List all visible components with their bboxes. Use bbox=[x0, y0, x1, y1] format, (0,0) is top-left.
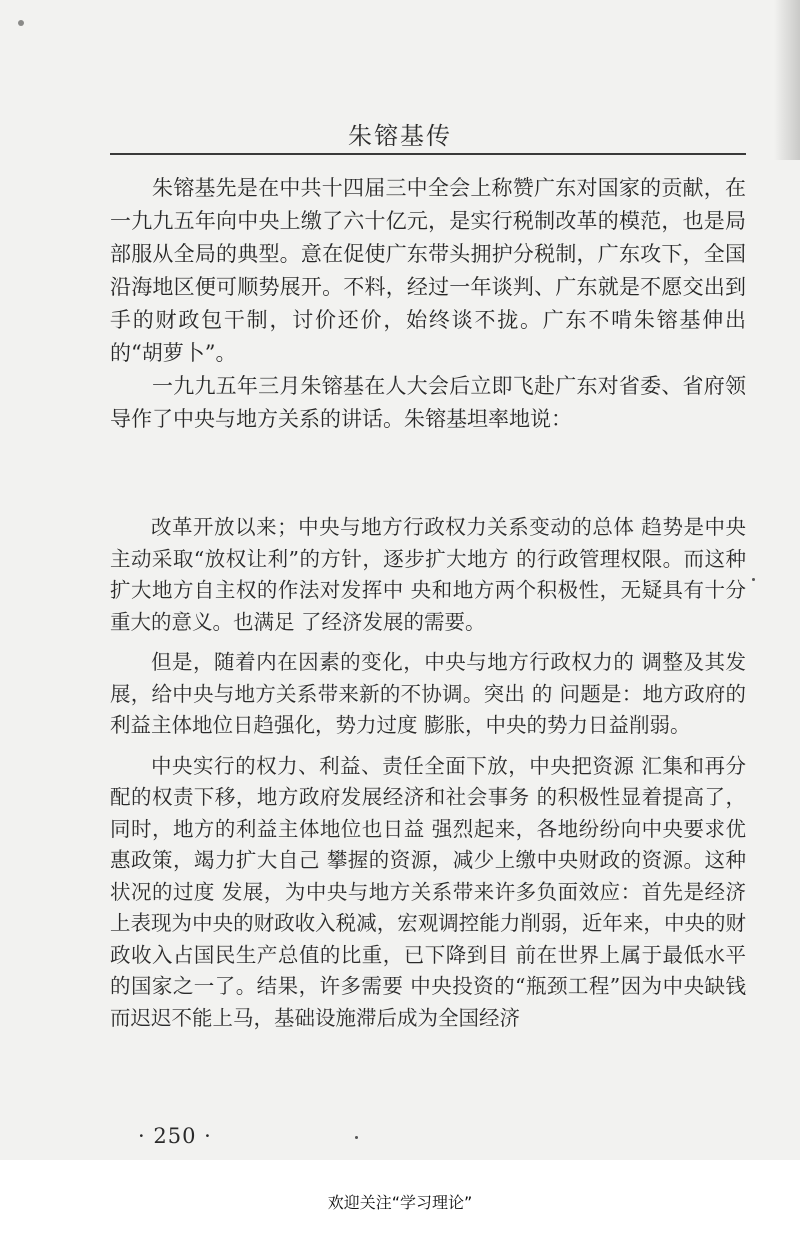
scan-speck bbox=[18, 20, 24, 26]
quote-paragraph: 中央实行的权力、利益、责任全面下放，中央把资源 汇集和再分配的权责下移，地方政府发展经济和社会事务 的积极性显着提高了，同时，地方的利益主体地位也日益 强烈起来，各地纷纷向中央要求优惠政策，竭力扩大自己 攀握的资源，减少上缴中央财政的资源。这种状况的过度 发展，为中央与地方关系带来许多负面效应：首先是经济 上表现为中央的财政收入税减，宏观调控能力削弱，近年来，中央的财政收入占国民生产总值的比重，已下降到目 前在世界上属于最低水平的国家之一了。结果，许多需要 中央投资的“瓶颈工程”因为中央缺钱而迟迟不能上马，基础设施滞后成为全国经济 bbox=[110, 753, 746, 1030]
body-paragraph: 朱镕基先是在中共十四届三中全会上称赞广东对国家的贡献，在一九九五年向中央上缴了六十亿元，是实行税制改革的模范，也是局部服从全局的典型。意在促使广东带头拥护分税制，广东攻下，全国沿海地区便可顺势展开。不料，经过一年谈判、广东就是不愿交出到手的财政包干制，讨价还价，始终谈不拢。广东不啃朱镕基伸出的“胡萝卜”。 bbox=[110, 176, 746, 365]
running-head-title: 朱镕基传 bbox=[348, 122, 452, 150]
quoted-speech bbox=[110, 512, 746, 1043]
quote-paragraph: 改革开放以来；中央与地方行政权力关系变动的总体 趋势是中央主动采取“放权让利”的方针，逐步扩大地方 的行政管理权限。而这种扩大地方自主权的作法对发挥中 央和地方两个积极性，无疑具有十分重大的意义。也满足 了经济发展的需要。 bbox=[110, 515, 746, 634]
quote-paragraph: 但是，随着内在因素的变化，中央与地方行政权力的 调整及其发展，给中央与地方关系带来新的不协调。突出 的 问题是：地方政府的利益主体地位日趋强化，势力过度 膨胀，中央的势力日益削弱。 bbox=[110, 650, 746, 737]
body-text bbox=[110, 172, 746, 436]
body-paragraph: 一九九五年三月朱镕基在人大会后立即飞赴广东对省委、省府领导作了中央与地方关系的讲话。朱镕基坦率地说： bbox=[110, 374, 746, 431]
footer-caption: 欢迎关注“学习理论” bbox=[327, 1193, 473, 1212]
scan-speck bbox=[355, 1136, 358, 1139]
header-rule bbox=[110, 153, 746, 155]
scan-speck bbox=[752, 578, 755, 581]
page-number: · 250 · bbox=[138, 1124, 212, 1148]
